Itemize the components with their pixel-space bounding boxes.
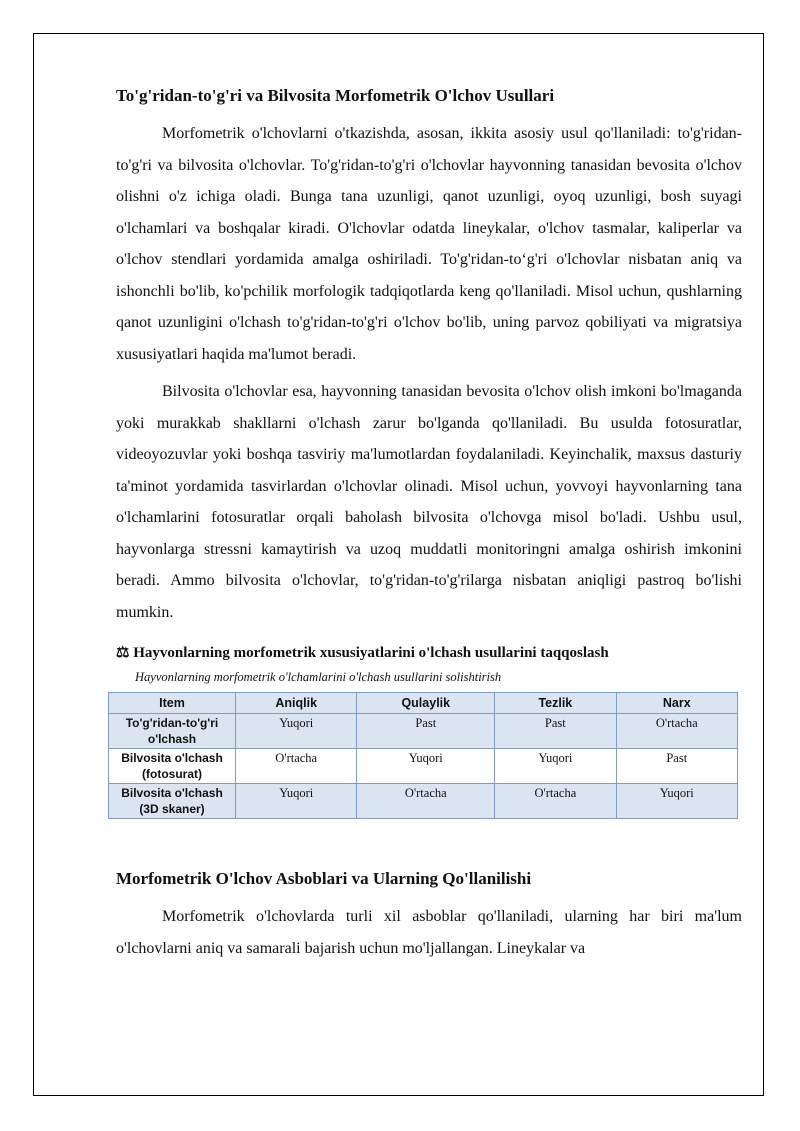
section-heading-measurement-tools: Morfometrik O'lchov Asboblari va Ularning Qo'llanilishi	[116, 869, 532, 888]
table-cell: Past	[616, 749, 737, 784]
paragraph-indirect-measurements: Bilvosita o'lchovlar esa, hayvonning tanasidan bevosita o'lchov olish imkoni bo'lmaganda yoki murakkab shakllarni o'lchash zarur bo'lganda qo'llaniladi. Bu usulda fotosuratlar, videoyozuvlar yoki boshqa tasviriy ma'lumotlardan foydalaniladi. Keyinchalik, maxsus dasturiy ta'minot yordamida tasvirlardan o'lchovlar olinadi. Misol uchun, yovvoyi hayvonlarning tana o'lchamlarini fotosuratlar orqali baholash bilvosita o'lchovga misol bo'ladi. Ushbu usul, hayvonlarga stressni kamaytirish va uzoq muddatli monitoringni amalga oshirish imkonini beradi. Ammo bilvosita o'lchovlar, to'g'ridan-to'g'rilarga nisbatan aniqligi pastroq bo'lishi mumkin.	[116, 383, 742, 621]
section-heading-measurement-methods: To'g'ridan-to'g'ri va Bilvosita Morfometrik O'lchov Usullari	[116, 86, 555, 105]
table-cell: Yuqori	[236, 784, 357, 819]
table-cell: Yuqori	[616, 784, 737, 819]
table-row	[109, 749, 738, 784]
table-cell: O'rtacha	[495, 784, 616, 819]
table-cell: Yuqori	[495, 749, 616, 784]
paragraph-tools-intro: Morfometrik o'lchovlarda turli xil asboblar qo'llaniladi, ularning har biri ma'lum o'lchovlarni aniq va samarali bajarish uchun mo'ljallangan. Lineykalar va	[116, 908, 742, 957]
header-accuracy: Aniqlik	[236, 693, 357, 714]
table-row	[109, 714, 738, 749]
table-subcaption: Hayvonlarning morfometrik o'lchamlarini o'lchash usullarini solishtirish	[135, 670, 502, 684]
document-body	[116, 84, 742, 970]
table-cell-item: Bilvosita o'lchash (fotosurat)	[109, 749, 236, 784]
table-cell-item: To'g'ridan-to'g'ri o'lchash	[109, 714, 236, 749]
header-item: Item	[109, 693, 236, 714]
table-cell: Past	[357, 714, 495, 749]
header-convenience: Qulaylik	[357, 693, 495, 714]
header-speed: Tezlik	[495, 693, 616, 714]
table-cell: Yuqori	[357, 749, 495, 784]
table-header-row	[109, 693, 738, 714]
table-cell: O'rtacha	[616, 714, 737, 749]
table-cell-item: Bilvosita o'lchash (3D skaner)	[109, 784, 236, 819]
comparison-table	[108, 692, 738, 819]
table-cell: Past	[495, 714, 616, 749]
table-caption: ⚖ Hayvonlarning morfometrik xususiyatlarini o'lchash usullarini taqqoslash	[116, 645, 609, 661]
table-cell: Yuqori	[236, 714, 357, 749]
table-row	[109, 784, 738, 819]
table-cell: O'rtacha	[357, 784, 495, 819]
paragraph-direct-measurements: Morfometrik o'lchovlarni o'tkazishda, asosan, ikkita asosiy usul qo'llaniladi: to'g'ridan-to'g'ri va bilvosita o'lchovlar. To'g'ridan-to'g'ri o'lchovlar hayvonning tanasidan bevosita o'lchov olishni o'z ichiga oladi. Bunga tana uzunligi, qanot uzunligi, oyoq uzunligi, bosh suyagi o'lchamlari va boshqalar kiradi. O'lchovlar odatda lineykalar, o'lchov tasmalar, kaliperlar va o'lchov stendlari yordamida amalga oshiriladi. To'g'ridan-toʻg'ri o'lchovlar nisbatan aniq va ishonchli bo'lib, ko'pchilik morfologik tadqiqotlarda keng qo'llaniladi. Misol uchun, qushlarning qanot uzunligini o'lchash to'g'ridan-to'g'ri o'lchov bo'lib, uning parvoz qobiliyati va migratsiya xususiyatlari haqida ma'lumot beradi.	[116, 125, 742, 363]
table-cell: O'rtacha	[236, 749, 357, 784]
header-price: Narx	[616, 693, 737, 714]
